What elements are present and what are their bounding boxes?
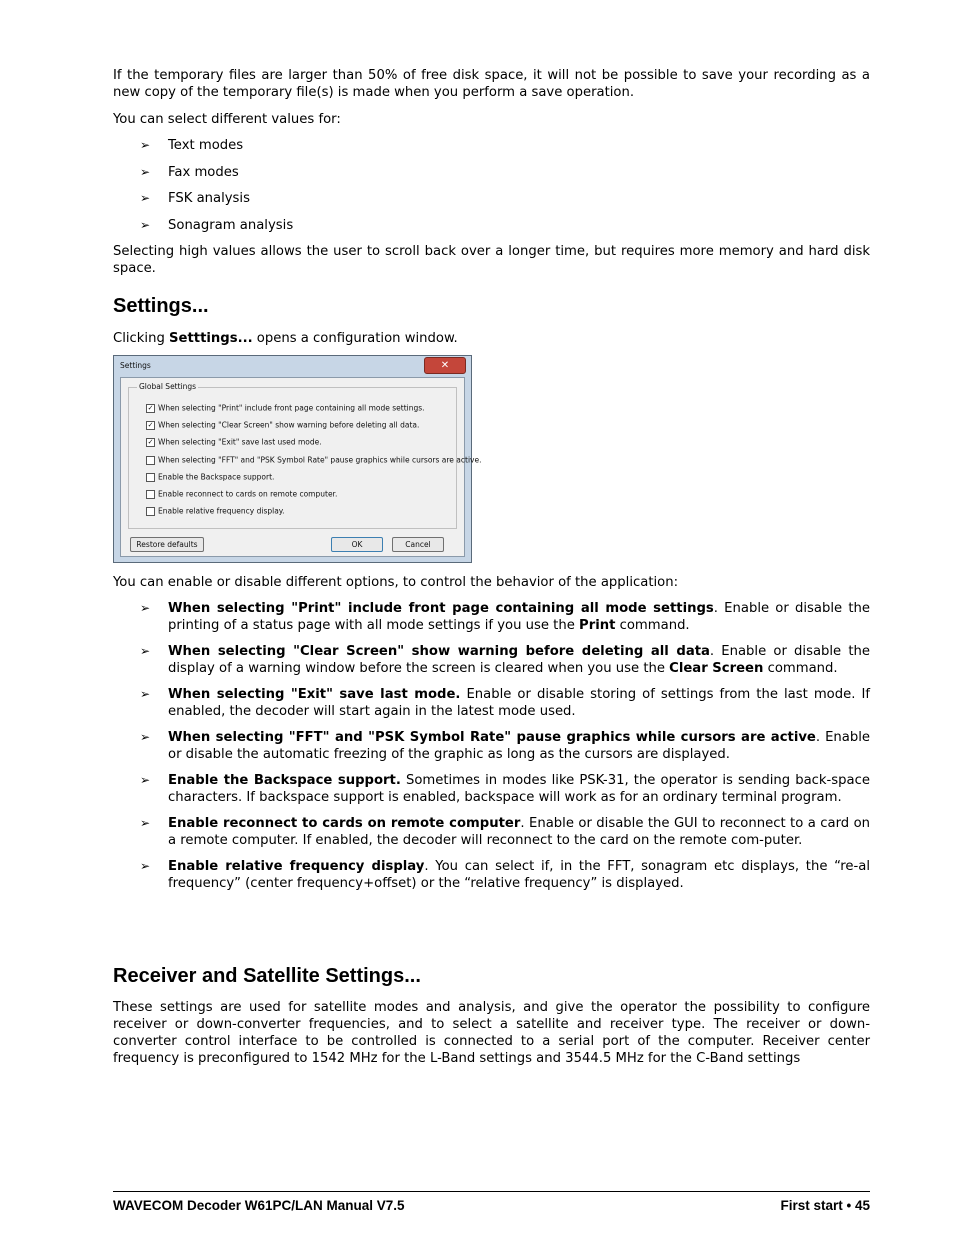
settings-lead-paragraph (113, 330, 458, 347)
checkbox-box[interactable]: ✓ (147, 403, 154, 412)
footer-page-number: First start • 45 (780, 1198, 870, 1213)
option-text: . Enable or disable the GUI to reconnect to a card on a remote computer. If enabled, the decoder will reconnect to the card on the remote com-puter. (168, 816, 870, 848)
checkbox-box[interactable]: ✓ (147, 437, 154, 446)
option-text: . Enable or disable the display of a warning window before the screen is cleared when you use the (168, 644, 870, 676)
option-title: Enable reconnect to cards on remote computer (168, 816, 521, 831)
arrow-bullet-icon: ➢ (140, 644, 151, 658)
list-item (113, 815, 870, 849)
arrow-bullet-icon: ➢ (140, 601, 151, 615)
settings-heading: Settings... (113, 295, 209, 317)
option-title: When selecting "Print" include front page containing all mode settings (168, 601, 714, 616)
option-text: command. (615, 618, 690, 633)
group-label: Global Settings (139, 382, 197, 391)
cancel-button[interactable]: Cancel (392, 537, 444, 552)
arrow-bullet-icon: ➢ (140, 687, 151, 701)
list-item-text: Text modes (168, 138, 244, 153)
checkbox-label: Enable reconnect to cards on remote computer. (158, 489, 338, 499)
options-intro-paragraph: You can enable or disable different options, to control the behavior of the application: (113, 575, 679, 590)
dialog-body (120, 377, 482, 557)
checkbox-reconnect[interactable] (146, 489, 337, 499)
option-bold: Clear Screen (669, 661, 764, 676)
checkbox-label: Enable the Backspace support. (158, 472, 275, 482)
arrow-bullet-icon: ➢ (140, 138, 151, 152)
restore-defaults-button[interactable]: Restore defaults (130, 537, 204, 552)
values-list (113, 137, 870, 243)
receiver-heading: Receiver and Satellite Settings... (113, 965, 421, 987)
option-text: . Enable or disable the automatic freezing of the graphic as long as the cursors are displayed. (168, 730, 871, 762)
list-item (113, 164, 870, 191)
page-footer (113, 1191, 870, 1213)
close-icon[interactable]: ✕ (424, 357, 466, 374)
option-text: . Enable or disable the printing of a status page with all mode settings if you use the (168, 601, 870, 633)
arrow-bullet-icon: ➢ (140, 730, 151, 744)
list-item (113, 137, 870, 164)
checkbox-clear-screen[interactable] (146, 420, 419, 430)
option-title: When selecting "Exit" save last mode. (168, 687, 461, 702)
checkbox-label: When selecting "FFT" and "PSK Symbol Rate" pause graphics while cursors are active. (158, 455, 482, 465)
lead-prefix: Clicking (113, 331, 170, 346)
option-text: command. (763, 661, 838, 676)
select-values-paragraph: You can select different values for: (113, 112, 341, 127)
checkbox-label: When selecting "Clear Screen" show warning before deleting all data. (158, 420, 420, 430)
list-item (113, 600, 870, 634)
option-text: Sometimes in modes like PSK-31, the operator is sending back-space characters. If backspace support is enabled, backspace will work as for an ordinary terminal program. (168, 773, 870, 805)
checkbox-box[interactable] (146, 473, 155, 482)
list-item-text: FSK analysis (168, 191, 250, 206)
dialog-title: Settings (120, 361, 151, 370)
list-item (113, 217, 870, 244)
checkbox-print[interactable] (146, 403, 425, 413)
checkbox-label: When selecting "Print" include front page containing all mode settings. (158, 403, 425, 413)
lead-bold: Setttings... (169, 331, 253, 346)
option-text: Enable or disable storing of settings from the last mode. If enabled, the decoder will start again in the latest mode used. (168, 687, 871, 719)
option-title: Enable relative frequency display (168, 859, 425, 874)
global-settings-group (128, 382, 482, 529)
option-title: When selecting "FFT" and "PSK Symbol Rate" pause graphics while cursors are active (168, 730, 816, 745)
footer-manual-title: WAVECOM Decoder W61PC/LAN Manual V7.5 (113, 1198, 405, 1213)
options-list (113, 600, 870, 901)
checkbox-label: When selecting "Exit" save last used mode. (158, 437, 322, 447)
checkbox-fft[interactable] (146, 455, 481, 465)
checkbox-box[interactable] (146, 507, 155, 516)
checkbox-box[interactable] (146, 490, 155, 499)
checkbox-exit[interactable] (146, 437, 322, 447)
checkbox-label: Enable relative frequency display. (158, 506, 285, 516)
arrow-bullet-icon: ➢ (140, 816, 151, 830)
checkbox-relative-frequency[interactable] (146, 506, 285, 516)
list-item-text: Fax modes (168, 164, 239, 180)
arrow-bullet-icon: ➢ (140, 164, 151, 179)
list-item (113, 729, 870, 763)
intro-paragraph: If the temporary files are larger than 50% of free disk space, it will not be possible to save your recording as a new copy of the temporary file(s) is made when you perform a save operation. (113, 68, 870, 100)
lead-suffix: opens a configuration window. (252, 331, 458, 346)
list-item (113, 643, 870, 677)
checkbox-box[interactable]: ✓ (147, 420, 154, 429)
list-item (113, 190, 870, 217)
high-values-paragraph: Selecting high values allows the user to scroll back over a longer time, but requires more memory and hard disk space. (113, 244, 870, 276)
checkbox-box[interactable] (146, 456, 155, 465)
arrow-bullet-icon: ➢ (140, 859, 151, 873)
option-text: . You can select if, in the FFT, sonagram etc displays, the “re-al frequency” (center frequency+offset) or the “relative frequency” is displayed. (168, 859, 871, 891)
option-title: When selecting "Clear Screen" show warning before deleting all data (168, 644, 710, 659)
arrow-bullet-icon: ➢ (140, 773, 151, 787)
checkbox-backspace[interactable] (146, 472, 274, 482)
list-item (113, 686, 870, 720)
receiver-paragraph: These settings are used for satellite modes and analysis, and give the operator the possibility to configure receiver or down-converter frequencies, and to select a satellite and receiver type. The receiver or down-converter control interface to be controlled is connected to a serial port of the computer. Receiver center frequency is preconfigured to 1542 MHz for the L-Band settings and 3544.5 MHz for the C-Band settings (113, 1000, 870, 1066)
option-title: Enable the Backspace support. (168, 773, 401, 788)
arrow-bullet-icon: ➢ (140, 191, 151, 205)
list-item (113, 772, 870, 806)
list-item (113, 858, 870, 892)
ok-button[interactable]: OK (331, 537, 383, 552)
option-bold: Print (579, 618, 616, 633)
arrow-bullet-icon: ➢ (140, 217, 151, 232)
settings-dialog-screenshot (113, 355, 482, 563)
list-item-text: Sonagram analysis (168, 217, 294, 233)
